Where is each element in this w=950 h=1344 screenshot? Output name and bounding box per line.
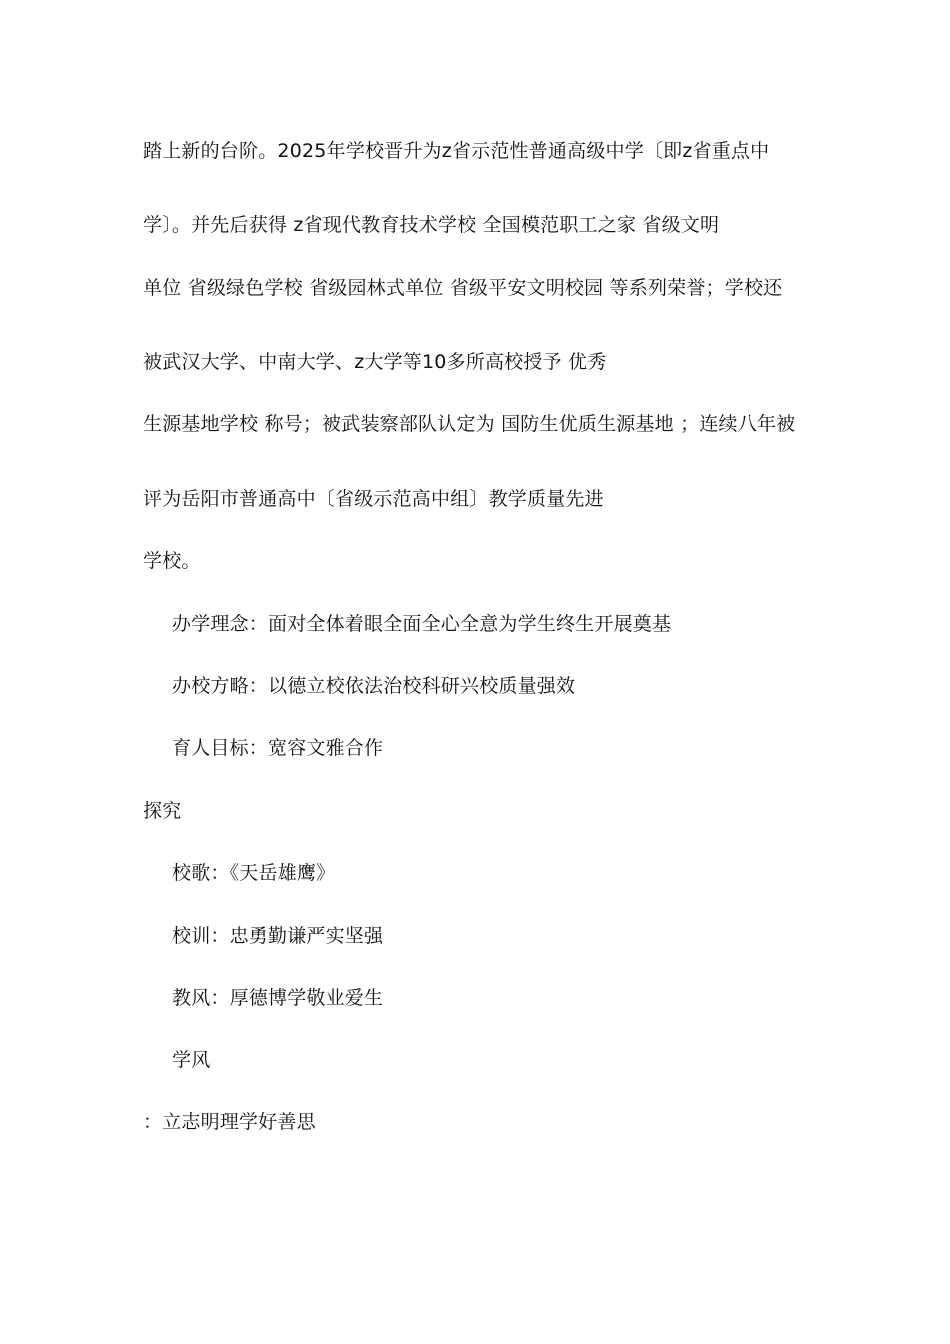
- text-line-14: 教风：厚德博学敬业爱生: [172, 987, 384, 1009]
- text-line-3: 单位 省级绿色学校 省级园林式单位 省级平安文明校园 等系列荣誉；学校还: [143, 277, 783, 299]
- text-line-2: 学〕。并先后获得 z省现代教育技术学校 全国模范职工之家 省级文明: [143, 214, 720, 236]
- text-line-8: 办学理念：面对全体着眼全面全心全意为学生终生开展奠基: [172, 613, 672, 635]
- text-line-5: 生源基地学校 称号；被武装察部队认定为 国防生优质生源基地 ；连续八年被: [143, 413, 796, 435]
- text-line-16: ：立志明理学好善思: [143, 1111, 316, 1133]
- text-line-15: 学风: [172, 1049, 211, 1071]
- text-line-13: 校训：忠勇勤谦严实坚强: [172, 925, 384, 947]
- text-line-1: 踏上新的台阶。2025年学校晋升为z省示范性普通高级中学〔即z省重点中: [143, 140, 770, 162]
- text-line-11: 探究: [143, 800, 182, 822]
- text-line-9: 办校方略：以德立校依法治校科研兴校质量强效: [172, 675, 576, 697]
- text-line-10: 育人目标：宽容文雅合作: [172, 737, 384, 759]
- text-line-12: 校歌：《天岳雄鹰》: [172, 862, 336, 884]
- text-line-7: 学校。: [143, 550, 201, 572]
- text-line-4: 被武汉大学、中南大学、z大学等10多所高校授予 优秀: [143, 351, 607, 373]
- text-line-6: 评为岳阳市普通高中〔省级示范高中组〕教学质量先进: [143, 488, 604, 510]
